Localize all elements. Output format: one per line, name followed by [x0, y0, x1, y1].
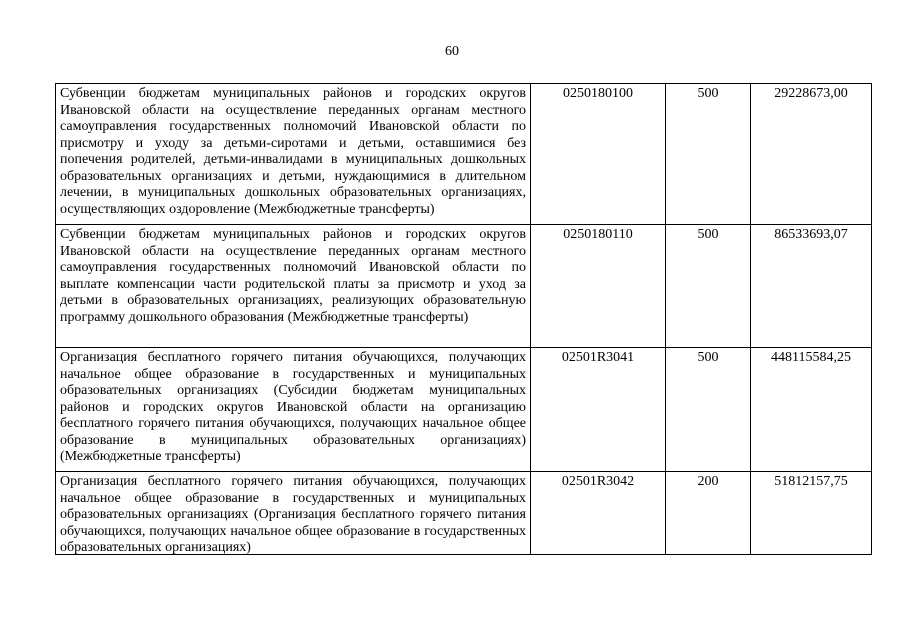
table-row: [56, 84, 872, 225]
row-description: [56, 472, 531, 555]
row-code: 02501R3041: [531, 348, 666, 472]
row-description-text: Субвенции бюджетам муниципальных районов и городских округов Ивановской области на осуществление переданных органам местного самоуправления государственных полномочий Ивановской области по выплате компенсации части родительской платы за присмотр и уход за детьми в образовательных организациях, реализующих образовательную программу дошкольного образования (Межбюджетные трансферты): [60, 227, 526, 325]
row-description: [56, 225, 531, 348]
row-amount: 29228673,00: [751, 84, 872, 225]
row-expense-type: 500: [666, 84, 751, 225]
row-description-text: Организация бесплатного горячего питания обучающихся, получающих начальное общее образование в государственных и муниципальных образовательных организациях (Субсидии бюджетам муниципальных районов и городских округов Ивановской области на организацию бесплатного горячего питания обучающихся, получающих начальное общее образование в муниципальных образовательных организациях) (Межбюджетные трансферты): [60, 350, 526, 464]
row-description-text: Субвенции бюджетам муниципальных районов и городских округов Ивановской области на осуществление переданных органам местного самоуправления государственных полномочий Ивановской области по присмотру и уходу за детьми-сиротами и детьми, оставшимися без попечения родителей, детьми-инвалидами в муниципальных дошкольных образовательных организациях и детьми, нуждающимися в длительном лечении, в муниципальных дошкольных образовательных организациях, осуществляющих оздоровление (Межбюджетные трансферты): [60, 86, 526, 217]
row-code: 0250180110: [531, 225, 666, 348]
row-amount: 448115584,25: [751, 348, 872, 472]
table-row: [56, 348, 872, 472]
page-number: 60: [445, 44, 459, 59]
row-amount: 86533693,07: [751, 225, 872, 348]
row-expense-type: 500: [666, 348, 751, 472]
row-description: [56, 84, 531, 225]
row-expense-type: 500: [666, 225, 751, 348]
table-row: [56, 225, 872, 348]
table-row: [56, 472, 872, 555]
row-expense-type: 200: [666, 472, 751, 555]
row-code: 0250180100: [531, 84, 666, 225]
row-description: [56, 348, 531, 472]
row-description-text: Организация бесплатного горячего питания обучающихся, получающих начальное общее образование в государственных и муниципальных образовательных организациях (Организация бесплатного горячего питания обучающихся, получающих начальное общее образование в государственных образовательных организациях): [60, 474, 526, 554]
budget-table: [55, 83, 872, 555]
row-code: 02501R3042: [531, 472, 666, 555]
row-amount: 51812157,75: [751, 472, 872, 555]
